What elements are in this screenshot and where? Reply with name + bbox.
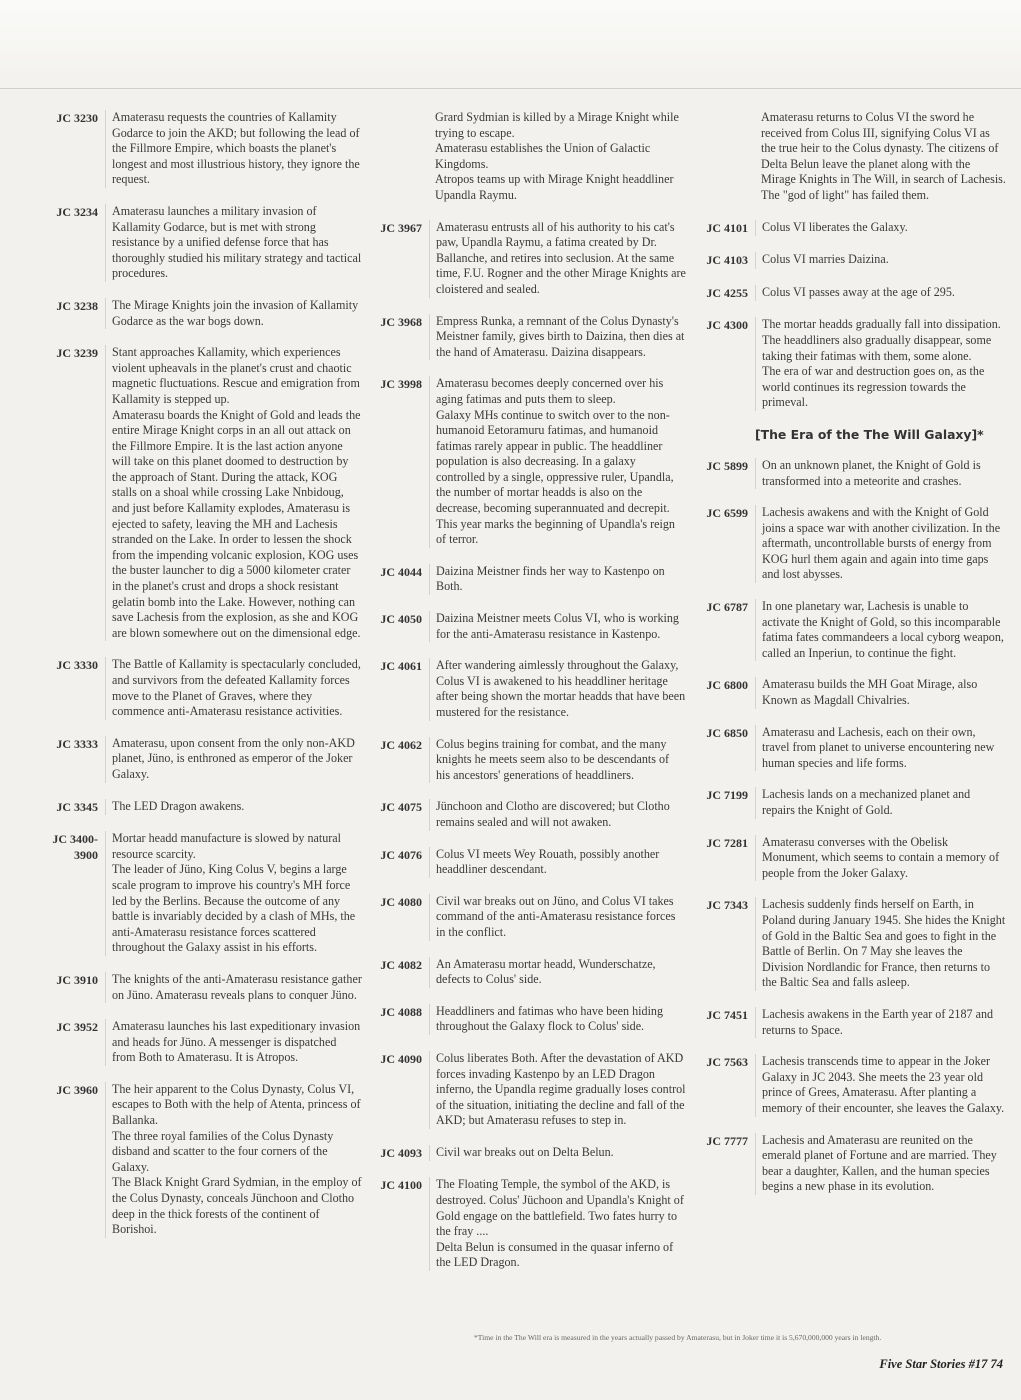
entry-paragraph: The heir apparent to the Colus Dynasty, Colus VI, escapes to Both with the help of Atenta, princess of Ballanka.	[112, 1081, 361, 1128]
timeline-entry	[690, 220, 1006, 237]
entry-paragraph: Amaterasu returns to Colus VI the sword he received from Colus III, signifying Colus VI as the true heir to the Colus dynasty. The citizens of Delta Belun leave the planet along with the Mirage Knights in The Will, in search of Lachesis. The "god of light" has failed them.	[761, 110, 1006, 202]
timeline-entry	[690, 1007, 1006, 1038]
entry-paragraph: Lachesis suddenly finds herself on Earth, in Poland during January 1945. She hides the Knight of Gold in the Baltic Sea and goes to fight in the Battle of Berlin. On 7 May she leaves the Division Nordlandic for France, then returns to the Baltic Sea and falls asleep.	[762, 897, 1006, 990]
entry-paragraph: The three royal families of the Colus Dynasty disband and scatter to the four corners of the Galaxy.	[112, 1128, 334, 1174]
entry-paragraph: Amaterasu launches a military invasion of Kallamity Godarce, but is met with strong resistance by a unified defense force that has thoroughly studied his military strategy and tactical procedures.	[112, 203, 362, 281]
entry-date: JC 3960	[56, 1082, 98, 1097]
entry-paragraph: The knights of the anti-Amaterasu resistance gather on Jüno. Amaterasu reveals plans to conquer Jüno.	[112, 971, 362, 1002]
timeline-entry	[364, 314, 686, 361]
entry-date: JC 4088	[380, 1004, 422, 1019]
entry-text	[105, 345, 362, 641]
timeline-entry-continuation	[690, 110, 1006, 204]
entry-paragraph: Stant approaches Kallamity, which experiences violent upheavals in the planet's crust and chaotic magnetic fluctuations. Rescue and emigration from Kallamity is stepped up.	[112, 345, 360, 406]
entry-paragraph: Colus begins training for combat, and the many knights he meets seem also to be descendants of his ancestors' generations of headdliners.	[436, 736, 670, 782]
entry-paragraph: Amaterasu converses with the Obelisk Monument, which seems to contain a memory of people from the Joker Galaxy.	[762, 834, 1000, 880]
entry-text	[105, 972, 362, 1003]
timeline-entry	[364, 957, 686, 988]
entry-date: JC 6850	[706, 725, 748, 740]
entry-paragraph: Lachesis awakens and with the Knight of Gold joins a space war with another civilization. In the aftermath, uncontrollable bursts of energy from KOG hurl them again and again into time gaps and lost abysses.	[762, 505, 1001, 582]
page-folio: Five Star Stories #17 74	[879, 1357, 1003, 1371]
entry-date: JC 6800	[706, 678, 748, 693]
entry-date: JC 7199	[706, 788, 748, 803]
timeline-entry	[40, 345, 362, 641]
entry-paragraph: On an unknown planet, the Knight of Gold is transformed into a meteorite and crashes.	[762, 457, 981, 488]
entry-date: JC 3238	[56, 298, 98, 313]
entry-paragraph: Jünchoon and Clotho are discovered; but Clotho remains sealed and will not awaken.	[436, 799, 670, 829]
timeline-entry	[40, 204, 362, 282]
entry-text	[755, 110, 1006, 204]
timeline-entry	[364, 1177, 686, 1271]
entry-date: JC 3400- 3900	[52, 832, 98, 862]
timeline-entry	[690, 897, 1006, 991]
entry-text	[429, 1004, 686, 1035]
entry-date: JC 6787	[706, 600, 748, 615]
entry-date: JC 4050	[380, 612, 422, 627]
timeline-entry	[40, 1082, 362, 1238]
entry-text	[429, 220, 686, 298]
entry-text	[755, 725, 1006, 772]
entry-paragraph: Amaterasu becomes deeply concerned over his aging fatimas and puts them to sleep.	[436, 376, 664, 406]
timeline-entry	[364, 737, 686, 784]
entry-text	[429, 737, 686, 784]
entry-text	[105, 736, 362, 783]
entry-date: JC 7343	[706, 898, 748, 913]
page-top-margin	[0, 0, 1021, 90]
timeline-entry	[40, 736, 362, 783]
entry-date: JC 4061	[380, 659, 422, 674]
entry-text	[755, 220, 1006, 237]
entry-paragraph: This year marks the beginning of Upandla's reign of terror.	[436, 516, 675, 547]
timeline-entry	[364, 611, 686, 642]
entry-paragraph: Civil war breaks out on Delta Belun.	[436, 1144, 614, 1159]
footnote: *Time in the The Will era is measured in the years actually passed by Amaterasu, but in Joker time it is 5,670,000,000 years in length.	[474, 1333, 882, 1342]
entry-text	[429, 799, 686, 830]
entry-paragraph: Civil war breaks out on Jüno, and Colus VI takes command of the anti-Amaterasu resistance forces in the conflict.	[436, 893, 676, 939]
entry-text	[755, 677, 1006, 708]
entry-date: JC 3330	[56, 658, 98, 673]
entry-date: JC 7281	[706, 835, 748, 850]
timeline-column-3	[690, 110, 1006, 1211]
entry-paragraph: Lachesis and Amaterasu are reunited on the emerald planet of Fortune and are married. They bear a daughter, Kallen, and the human species begins a new phase in its evolution.	[762, 1132, 997, 1194]
timeline-entry	[690, 677, 1006, 708]
entry-text	[755, 787, 1006, 818]
entry-paragraph: Atropos teams up with Mirage Knight headdliner Upandla Raymu.	[435, 172, 674, 202]
timeline-entry	[40, 657, 362, 719]
era-heading: [The Era of the The Will Galaxy]*	[755, 426, 984, 442]
entry-paragraph: The LED Dragon awakens.	[112, 798, 245, 813]
entry-text	[105, 1019, 362, 1066]
entry-text	[755, 1054, 1006, 1116]
entry-text	[429, 957, 686, 988]
timeline-entry	[690, 835, 1006, 882]
entry-date: JC 4076	[380, 847, 422, 862]
entry-paragraph: Amaterasu launches his last expeditionary invasion and heads for Jüno. A messenger is dispatched from Both to Amaterasu. It is Atropos.	[112, 1019, 361, 1065]
timeline-entry	[690, 787, 1006, 818]
entry-date: JC 3234	[56, 204, 98, 219]
entry-paragraph: Amaterasu and Lachesis, each on their own, travel from planet to universe encountering new human species and life forms.	[762, 724, 995, 770]
timeline-entry	[40, 1019, 362, 1066]
entry-date-blank	[364, 110, 429, 204]
entry-date: JC 4082	[380, 957, 422, 972]
entry-text	[105, 110, 362, 188]
entry-paragraph: The Black Knight Grard Sydmian, in the employ of the Colus Dynasty, conceals Jünchoon and Clotho deep in the thick forests of the continent of Borishoi.	[112, 1175, 362, 1237]
entry-paragraph: Headdliners and fatimas who have been hiding throughout the Galaxy flock to Colus' side.	[436, 1003, 664, 1034]
entry-paragraph: Amaterasu, upon consent from the only non-AKD planet, Jüno, is enthroned as emperor of the Joker Galaxy.	[112, 735, 355, 781]
entry-paragraph: In one planetary war, Lachesis is unable to activate the Knight of Gold, so this incomparable fatima fates commandeers a local cyborg weapon, called an Inperiun, to continue the fight.	[762, 599, 1004, 660]
timeline-entry	[364, 220, 686, 298]
entry-paragraph: Lachesis awakens in the Earth year of 2187 and returns to Space.	[762, 1006, 994, 1037]
entry-text	[755, 252, 1006, 269]
entry-date: JC 7563	[706, 1055, 748, 1070]
entry-paragraph: Empress Runka, a remnant of the Colus Dynasty's Meistner family, gives birth to Daizina, then dies at the hand of Amaterasu. Daizina disappears.	[436, 313, 685, 359]
entry-date: JC 4044	[380, 564, 422, 579]
entry-text	[429, 894, 686, 941]
entry-date: JC 4101	[706, 220, 748, 235]
entry-date: JC 4300	[706, 318, 748, 333]
entry-text	[429, 611, 686, 642]
timeline-entry	[40, 110, 362, 188]
entry-paragraph: Mortar headd manufacture is slowed by natural resource scarcity.	[112, 831, 342, 861]
entry-text	[429, 110, 686, 204]
entry-paragraph: Colus VI passes away at the age of 295.	[762, 284, 955, 299]
entry-paragraph: The era of war and destruction goes on, as the world continues its regression towards the primeval.	[762, 364, 985, 410]
entry-text	[105, 831, 362, 956]
timeline-entry	[690, 725, 1006, 772]
entry-date: JC 4093	[380, 1145, 422, 1160]
timeline-entry	[364, 1004, 686, 1035]
entry-date: JC 3333	[56, 736, 98, 751]
entry-paragraph: An Amaterasu mortar headd, Wunderschatze, defects to Colus' side.	[436, 956, 656, 987]
entry-text	[429, 376, 686, 548]
entry-text	[755, 317, 1006, 411]
timeline-entry	[690, 458, 1006, 489]
timeline-entry	[690, 285, 1006, 302]
timeline-entry	[690, 599, 1006, 661]
entry-date: JC 3230	[56, 111, 98, 125]
entry-text	[105, 799, 362, 816]
entry-text	[105, 298, 362, 329]
entry-date: JC 4100	[380, 1178, 422, 1193]
timeline-entry	[364, 847, 686, 878]
entry-date: JC 4075	[380, 800, 422, 815]
timeline-entry	[690, 1133, 1006, 1195]
entry-date: JC 3998	[380, 377, 422, 392]
entry-text	[105, 657, 362, 719]
entry-paragraph: The leader of Jüno, King Colus V, begins a large scale program to improve his country's MH force led by the Berlins. Because the outcome of any battle is invariably decided by a clash of MHs, the anti-Amaterasu resistance forces scattered throughout the Galaxy assist in his efforts.	[112, 862, 356, 955]
entry-paragraph: Amaterasu establishes the Union of Galactic Kingdoms.	[435, 141, 651, 171]
timeline-entry	[690, 317, 1006, 411]
entry-date: JC 3967	[380, 220, 422, 235]
entry-date-blank	[690, 110, 755, 204]
timeline-entry	[364, 1051, 686, 1129]
entry-date: JC 4103	[706, 253, 748, 268]
entry-text	[755, 1007, 1006, 1038]
timeline-entry	[40, 298, 362, 329]
entry-date: JC 4255	[706, 285, 748, 300]
timeline-entry	[364, 1145, 686, 1162]
entry-paragraph: Daizina Meistner finds her way to Kastenpo on Both.	[436, 563, 665, 594]
entry-date: JC 3910	[56, 972, 98, 987]
entry-paragraph: Amaterasu requests the countries of Kallamity Godarce to join the AKD; but following the lead of the Fillmore Empire, which boasts the planet's longest and most illustrious history, they ignore the request.	[112, 110, 360, 187]
entry-paragraph: Delta Belun is consumed in the quasar inferno of the LED Dragon.	[436, 1239, 674, 1270]
timeline-entry	[690, 252, 1006, 269]
entry-date: JC 4062	[380, 737, 422, 752]
timeline-entry	[364, 376, 686, 548]
entry-text	[755, 835, 1006, 882]
entry-paragraph: Grard Sydmian is killed by a Mirage Knight while trying to escape.	[435, 110, 679, 140]
entry-text	[429, 847, 686, 878]
entry-date: JC 7451	[706, 1007, 748, 1022]
entry-date: JC 6599	[706, 506, 748, 521]
entry-text	[429, 314, 686, 361]
entry-paragraph: Lachesis lands on a mechanized planet and repairs the Knight of Gold.	[762, 787, 971, 817]
entry-text	[755, 599, 1006, 661]
timeline-entry	[364, 894, 686, 941]
entry-text	[429, 1177, 686, 1271]
timeline-column-2	[364, 110, 686, 1287]
timeline-entry	[690, 1054, 1006, 1116]
entry-text	[755, 1133, 1006, 1195]
page-edge-line	[0, 88, 1021, 89]
entry-paragraph: Amaterasu boards the Knight of Gold and leads the entire Mirage Knight corps in an all out attack on the Fillmore Empire. It is the last action anyone will take on this planet doomed to destruction by the approach of Stant. During the attack, KOG stalls on a shoal while crossing Lake Nnbidoug, and just before Kallamity explodes, Amaterasu is ejected to safety, leaving the MH and Lachesis stranded on the Lake. In order to lessen the shock from the impending volcanic explosion, KOG uses the buster launcher to dig a 5000 kilometer crater in the planet's crust and drops a shock resistant gelatin bomb into the Lake. However, nothing can save Lachesis from the explosion, as she and KOG are blown somewhere out on the dimensional edge.	[112, 407, 361, 640]
entry-text	[755, 505, 1006, 583]
timeline-entry	[40, 831, 362, 956]
entry-text	[429, 658, 686, 720]
entry-paragraph: Colus VI marries Daizina.	[762, 252, 889, 267]
entry-paragraph: Lachesis transcends time to appear in the Joker Galaxy in JC 2043. She meets the 23 year old prince of Grees, Amaterasu. After planting a memory of their encounter, she leaves the Galaxy.	[762, 1054, 1005, 1115]
entry-paragraph: The Floating Temple, the symbol of the AKD, is destroyed. Colus' Jüchoon and Upandla's Knight of Gold engage on the battlefield. Two fates hurry to the fray ....	[436, 1177, 684, 1239]
entry-date: JC 3952	[56, 1020, 98, 1035]
entry-text	[429, 1051, 686, 1129]
entry-paragraph: Amaterasu builds the MH Goat Mirage, also Known as Magdall Chivalries.	[762, 677, 978, 708]
entry-paragraph: Daizina Meistner meets Colus VI, who is working for the anti-Amaterasu resistance in Kastenpo.	[436, 611, 679, 641]
entry-text	[105, 204, 362, 282]
timeline-entry	[364, 658, 686, 720]
entry-date: JC 4090	[380, 1051, 422, 1066]
timeline-entry	[40, 799, 362, 816]
entry-text	[429, 1145, 686, 1162]
entry-paragraph: The Mirage Knights join the invasion of Kallamity Godarce as the war bogs down.	[112, 297, 359, 328]
entry-text	[755, 897, 1006, 991]
timeline-entry	[364, 799, 686, 830]
entry-date: JC 3968	[380, 314, 422, 329]
entry-paragraph: The Battle of Kallamity is spectacularly concluded, and survivors from the defeated Kallamity forces move to the Planet of Graves, where they commence anti-Amaterasu resistance activities.	[112, 657, 361, 719]
entry-text	[105, 1082, 362, 1238]
entry-paragraph: Galaxy MHs continue to switch over to the non-humanoid Eetoramuru fatimas, and humanoid fatimas rarely appear in public. The headdliner population is also decreasing. In a galaxy controlled by a single, oppressive ruler, Upandla, the number of mortar headds is also on the decrease, becoming superannuated and decrepit.	[436, 407, 674, 516]
timeline-entry	[690, 505, 1006, 583]
entry-paragraph: After wandering aimlessly throughout the Galaxy, Colus VI is awakened to his headdliner heritage after being shown the mortar headds that have been mustered for the resistance.	[436, 658, 686, 719]
timeline-column-1	[40, 110, 362, 1254]
entry-date: JC 4080	[380, 894, 422, 909]
entry-date: JC 3345	[56, 799, 98, 814]
entry-text	[755, 458, 1006, 489]
timeline-entry	[364, 564, 686, 595]
entry-date: JC 7777	[706, 1133, 748, 1148]
timeline-entry	[40, 972, 362, 1003]
entry-date: JC 5899	[706, 458, 748, 473]
entry-paragraph: Colus VI meets Wey Rouath, possibly another headdliner descendant.	[436, 846, 660, 877]
timeline-entry-continuation	[364, 110, 686, 204]
entry-text	[429, 564, 686, 595]
entry-paragraph: Amaterasu entrusts all of his authority to his cat's paw, Upandla Raymu, a fatima created by Dr. Ballanche, and retires into seclusion. At the same time, F.U. Rogner and the other Mirage Knights are cloistered and sealed.	[436, 219, 686, 296]
entry-paragraph: Colus VI liberates the Galaxy.	[762, 219, 908, 234]
entry-text	[755, 285, 1006, 302]
entry-paragraph: The mortar headds gradually fall into dissipation. The headdliners also gradually disappear, some taking their fatimas with them, some alone.	[762, 317, 1001, 363]
entry-paragraph: Colus liberates Both. After the devastation of AKD forces invading Kastenpo by an LED Dragon inferno, the Upandla regime gradually loses control of the situation, initiating the decline and fall of the AKD; but Amaterasu refuses to step in.	[436, 1050, 686, 1128]
entry-date: JC 3239	[56, 346, 98, 361]
